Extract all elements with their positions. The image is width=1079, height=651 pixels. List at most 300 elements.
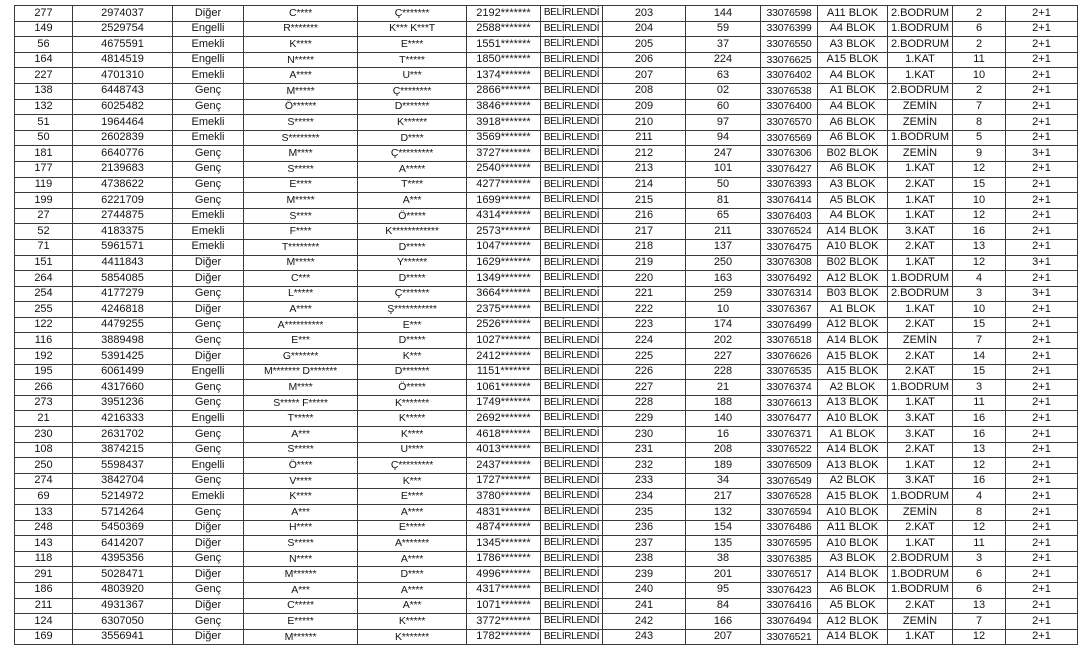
cell-col-4: Ö**** <box>244 458 358 474</box>
cell-col-14: 2+1 <box>1006 161 1078 177</box>
cell-col-7: BELİRLENDİ <box>541 239 603 255</box>
cell-col-7: BELİRLENDİ <box>541 349 603 365</box>
cell-col-9: 208 <box>686 442 761 458</box>
cell-col-2: 5391425 <box>73 349 173 365</box>
cell-col-11: A13 BLOK <box>818 458 888 474</box>
cell-col-3: Genç <box>173 395 244 411</box>
cell-col-6: 2573******* <box>467 224 541 240</box>
cell-col-2: 2529754 <box>73 21 173 37</box>
cell-col-11: A2 BLOK <box>818 473 888 489</box>
cell-col-11: A6 BLOK <box>818 161 888 177</box>
cell-col-14: 2+1 <box>1006 567 1078 583</box>
cell-col-1: 164 <box>15 52 73 68</box>
table-row <box>15 68 1078 84</box>
cell-col-14: 3+1 <box>1006 146 1078 162</box>
cell-col-13: 8 <box>953 115 1006 131</box>
table-row <box>15 317 1078 333</box>
cell-col-10: 33076486 <box>761 520 818 536</box>
cell-col-4: S***** <box>244 161 358 177</box>
cell-col-12: 1.KAT <box>888 193 953 209</box>
cell-col-7: BELİRLENDİ <box>541 551 603 567</box>
cell-col-7: BELİRLENDİ <box>541 130 603 146</box>
cell-col-6: 1629******* <box>467 255 541 271</box>
cell-col-8: 227 <box>603 380 686 396</box>
cell-col-12: 2.KAT <box>888 239 953 255</box>
cell-col-12: 2.KAT <box>888 349 953 365</box>
cell-col-4: N**** <box>244 551 358 567</box>
cell-col-7: BELİRLENDİ <box>541 582 603 598</box>
cell-col-4: S***** <box>244 536 358 552</box>
cell-col-12: 1.KAT <box>888 536 953 552</box>
cell-col-2: 4177279 <box>73 286 173 302</box>
cell-col-2: 5214972 <box>73 489 173 505</box>
cell-col-3: Genç <box>173 177 244 193</box>
cell-col-10: 33076499 <box>761 317 818 333</box>
cell-col-12: 1.BODRUM <box>888 130 953 146</box>
cell-col-10: 33076314 <box>761 286 818 302</box>
cell-col-3: Diğer <box>173 349 244 365</box>
table-row <box>15 286 1078 302</box>
cell-col-11: B02 BLOK <box>818 255 888 271</box>
cell-col-12: 2.KAT <box>888 598 953 614</box>
cell-col-8: 215 <box>603 193 686 209</box>
table-row <box>15 146 1078 162</box>
cell-col-5: D**** <box>358 567 467 583</box>
cell-col-7: BELİRLENDİ <box>541 83 603 99</box>
cell-col-13: 16 <box>953 224 1006 240</box>
cell-col-9: 217 <box>686 489 761 505</box>
cell-col-14: 2+1 <box>1006 582 1078 598</box>
cell-col-7: BELİRLENDİ <box>541 255 603 271</box>
cell-col-4: M******* D******* <box>244 364 358 380</box>
cell-col-1: 277 <box>15 6 73 22</box>
cell-col-14: 3+1 <box>1006 286 1078 302</box>
table-row <box>15 161 1078 177</box>
cell-col-12: 1.BODRUM <box>888 271 953 287</box>
cell-col-14: 2+1 <box>1006 37 1078 53</box>
cell-col-11: A3 BLOK <box>818 37 888 53</box>
cell-col-2: 4216333 <box>73 411 173 427</box>
cell-col-13: 2 <box>953 6 1006 22</box>
cell-col-6: 4874******* <box>467 520 541 536</box>
cell-col-2: 6221709 <box>73 193 173 209</box>
cell-col-3: Genç <box>173 551 244 567</box>
cell-col-14: 3+1 <box>1006 255 1078 271</box>
cell-col-11: A1 BLOK <box>818 83 888 99</box>
cell-col-13: 10 <box>953 193 1006 209</box>
cell-col-2: 5028471 <box>73 567 173 583</box>
cell-col-8: 204 <box>603 21 686 37</box>
cell-col-11: A15 BLOK <box>818 364 888 380</box>
cell-col-5: K******* <box>358 395 467 411</box>
cell-col-3: Genç <box>173 317 244 333</box>
cell-col-4: T******** <box>244 239 358 255</box>
cell-col-11: A14 BLOK <box>818 442 888 458</box>
cell-col-13: 7 <box>953 614 1006 630</box>
cell-col-7: BELİRLENDİ <box>541 380 603 396</box>
cell-col-5: A*** <box>358 598 467 614</box>
cell-col-5: D***** <box>358 271 467 287</box>
cell-col-2: 3556941 <box>73 629 173 645</box>
cell-col-9: 21 <box>686 380 761 396</box>
cell-col-10: 33076399 <box>761 21 818 37</box>
cell-col-3: Diğer <box>173 6 244 22</box>
cell-col-8: 226 <box>603 364 686 380</box>
table-row <box>15 239 1078 255</box>
cell-col-5: D***** <box>358 239 467 255</box>
cell-col-13: 5 <box>953 130 1006 146</box>
cell-col-5: K*** <box>358 473 467 489</box>
cell-col-1: 119 <box>15 177 73 193</box>
table-row <box>15 271 1078 287</box>
cell-col-13: 12 <box>953 458 1006 474</box>
cell-col-5: K**** <box>358 427 467 443</box>
cell-col-11: A11 BLOK <box>818 6 888 22</box>
cell-col-6: 1047******* <box>467 239 541 255</box>
cell-col-12: 2.BODRUM <box>888 551 953 567</box>
cell-col-5: D***** <box>358 333 467 349</box>
cell-col-4: E*** <box>244 333 358 349</box>
table-row <box>15 224 1078 240</box>
cell-col-8: 230 <box>603 427 686 443</box>
cell-col-8: 229 <box>603 411 686 427</box>
cell-col-11: A15 BLOK <box>818 52 888 68</box>
cell-col-1: 71 <box>15 239 73 255</box>
cell-col-14: 2+1 <box>1006 505 1078 521</box>
cell-col-6: 1551******* <box>467 37 541 53</box>
cell-col-7: BELİRLENDİ <box>541 224 603 240</box>
cell-col-1: 118 <box>15 551 73 567</box>
cell-col-3: Diğer <box>173 255 244 271</box>
cell-col-12: 2.BODRUM <box>888 83 953 99</box>
cell-col-11: A2 BLOK <box>818 380 888 396</box>
cell-col-7: BELİRLENDİ <box>541 442 603 458</box>
cell-col-10: 33076598 <box>761 6 818 22</box>
cell-col-11: A15 BLOK <box>818 489 888 505</box>
cell-col-2: 4675591 <box>73 37 173 53</box>
cell-col-9: 201 <box>686 567 761 583</box>
cell-col-12: 2.BODRUM <box>888 286 953 302</box>
cell-col-8: 236 <box>603 520 686 536</box>
table-row <box>15 427 1078 443</box>
cell-col-7: BELİRLENDİ <box>541 427 603 443</box>
cell-col-14: 2+1 <box>1006 520 1078 536</box>
results-table <box>14 5 1078 645</box>
cell-col-14: 2+1 <box>1006 239 1078 255</box>
cell-col-12: 1.KAT <box>888 255 953 271</box>
cell-col-13: 12 <box>953 520 1006 536</box>
cell-col-6: 1699******* <box>467 193 541 209</box>
cell-col-11: A5 BLOK <box>818 193 888 209</box>
cell-col-14: 2+1 <box>1006 395 1078 411</box>
cell-col-7: BELİRLENDİ <box>541 411 603 427</box>
table-row <box>15 582 1078 598</box>
cell-col-11: A3 BLOK <box>818 551 888 567</box>
cell-col-12: 1.KAT <box>888 629 953 645</box>
cell-col-4: A********** <box>244 317 358 333</box>
cell-col-6: 1027******* <box>467 333 541 349</box>
table-row <box>15 21 1078 37</box>
cell-col-7: BELİRLENDİ <box>541 567 603 583</box>
cell-col-6: 1071******* <box>467 598 541 614</box>
cell-col-2: 4183375 <box>73 224 173 240</box>
cell-col-13: 15 <box>953 317 1006 333</box>
table-row <box>15 551 1078 567</box>
cell-col-11: A6 BLOK <box>818 130 888 146</box>
cell-col-9: 84 <box>686 598 761 614</box>
cell-col-6: 2526******* <box>467 317 541 333</box>
cell-col-1: 21 <box>15 411 73 427</box>
cell-col-9: 227 <box>686 349 761 365</box>
cell-col-10: 33076385 <box>761 551 818 567</box>
cell-col-1: 143 <box>15 536 73 552</box>
cell-col-11: A14 BLOK <box>818 567 888 583</box>
cell-col-6: 3772******* <box>467 614 541 630</box>
cell-col-4: T***** <box>244 411 358 427</box>
cell-col-3: Emekli <box>173 130 244 146</box>
table-row <box>15 380 1078 396</box>
cell-col-6: 4996******* <box>467 567 541 583</box>
cell-col-12: ZEMİN <box>888 614 953 630</box>
cell-col-13: 13 <box>953 239 1006 255</box>
cell-col-13: 12 <box>953 255 1006 271</box>
cell-col-4: M****** <box>244 629 358 645</box>
cell-col-2: 2631702 <box>73 427 173 443</box>
cell-col-3: Emekli <box>173 239 244 255</box>
cell-col-14: 2+1 <box>1006 458 1078 474</box>
table-row <box>15 6 1078 22</box>
cell-col-6: 3780******* <box>467 489 541 505</box>
cell-col-13: 10 <box>953 302 1006 318</box>
cell-col-9: 132 <box>686 505 761 521</box>
cell-col-5: T***** <box>358 52 467 68</box>
cell-col-8: 223 <box>603 317 686 333</box>
cell-col-10: 33076524 <box>761 224 818 240</box>
cell-col-10: 33076367 <box>761 302 818 318</box>
cell-col-14: 2+1 <box>1006 130 1078 146</box>
cell-col-14: 2+1 <box>1006 177 1078 193</box>
cell-col-12: 1.KAT <box>888 52 953 68</box>
cell-col-11: A14 BLOK <box>818 224 888 240</box>
cell-col-11: A5 BLOK <box>818 598 888 614</box>
cell-col-10: 33076414 <box>761 193 818 209</box>
cell-col-9: 202 <box>686 333 761 349</box>
cell-col-11: A4 BLOK <box>818 68 888 84</box>
cell-col-11: A4 BLOK <box>818 99 888 115</box>
cell-col-8: 219 <box>603 255 686 271</box>
cell-col-8: 214 <box>603 177 686 193</box>
cell-col-2: 6061499 <box>73 364 173 380</box>
cell-col-11: A6 BLOK <box>818 582 888 598</box>
cell-col-5: A******* <box>358 536 467 552</box>
cell-col-13: 11 <box>953 536 1006 552</box>
table-row <box>15 208 1078 224</box>
cell-col-2: 4738622 <box>73 177 173 193</box>
cell-col-5: K************ <box>358 224 467 240</box>
cell-col-5: Ç********* <box>358 458 467 474</box>
cell-col-3: Genç <box>173 286 244 302</box>
table-row <box>15 255 1078 271</box>
cell-col-11: A6 BLOK <box>818 115 888 131</box>
cell-col-3: Genç <box>173 99 244 115</box>
cell-col-6: 2412******* <box>467 349 541 365</box>
cell-col-4: E**** <box>244 177 358 193</box>
table-row <box>15 130 1078 146</box>
cell-col-4: M****** <box>244 567 358 583</box>
table-row <box>15 349 1078 365</box>
cell-col-10: 33076538 <box>761 83 818 99</box>
cell-col-8: 242 <box>603 614 686 630</box>
cell-col-3: Genç <box>173 83 244 99</box>
cell-col-5: A***** <box>358 161 467 177</box>
cell-col-9: 174 <box>686 317 761 333</box>
cell-col-9: 228 <box>686 364 761 380</box>
cell-col-14: 2+1 <box>1006 442 1078 458</box>
cell-col-14: 2+1 <box>1006 21 1078 37</box>
cell-col-8: 225 <box>603 349 686 365</box>
cell-col-13: 4 <box>953 271 1006 287</box>
cell-col-4: M***** <box>244 83 358 99</box>
cell-col-6: 3918******* <box>467 115 541 131</box>
cell-col-14: 2+1 <box>1006 6 1078 22</box>
cell-col-9: 224 <box>686 52 761 68</box>
cell-col-10: 33076400 <box>761 99 818 115</box>
cell-col-6: 3727******* <box>467 146 541 162</box>
cell-col-1: 169 <box>15 629 73 645</box>
cell-col-14: 2+1 <box>1006 411 1078 427</box>
cell-col-9: 166 <box>686 614 761 630</box>
cell-col-1: 138 <box>15 83 73 99</box>
cell-col-12: 1.BODRUM <box>888 567 953 583</box>
cell-col-7: BELİRLENDİ <box>541 458 603 474</box>
cell-col-7: BELİRLENDİ <box>541 193 603 209</box>
cell-col-5: K***** <box>358 411 467 427</box>
cell-col-1: 266 <box>15 380 73 396</box>
cell-col-7: BELİRLENDİ <box>541 489 603 505</box>
cell-col-2: 3842704 <box>73 473 173 489</box>
cell-col-1: 199 <box>15 193 73 209</box>
cell-col-9: 10 <box>686 302 761 318</box>
cell-col-8: 213 <box>603 161 686 177</box>
cell-col-1: 151 <box>15 255 73 271</box>
cell-col-7: BELİRLENDİ <box>541 208 603 224</box>
cell-col-4: Ö****** <box>244 99 358 115</box>
cell-col-10: 33076308 <box>761 255 818 271</box>
cell-col-2: 3889498 <box>73 333 173 349</box>
cell-col-10: 33076535 <box>761 364 818 380</box>
cell-col-9: 101 <box>686 161 761 177</box>
cell-col-9: 250 <box>686 255 761 271</box>
cell-col-8: 212 <box>603 146 686 162</box>
cell-col-9: 50 <box>686 177 761 193</box>
cell-col-4: F**** <box>244 224 358 240</box>
cell-col-9: 38 <box>686 551 761 567</box>
cell-col-1: 264 <box>15 271 73 287</box>
cell-col-12: 1.KAT <box>888 208 953 224</box>
cell-col-4: H**** <box>244 520 358 536</box>
cell-col-13: 3 <box>953 551 1006 567</box>
cell-col-13: 12 <box>953 161 1006 177</box>
cell-col-8: 209 <box>603 99 686 115</box>
cell-col-4: S******** <box>244 130 358 146</box>
cell-col-6: 1782******* <box>467 629 541 645</box>
cell-col-13: 2 <box>953 37 1006 53</box>
cell-col-9: 60 <box>686 99 761 115</box>
cell-col-8: 218 <box>603 239 686 255</box>
cell-col-7: BELİRLENDİ <box>541 6 603 22</box>
cell-col-7: BELİRLENDİ <box>541 52 603 68</box>
cell-col-3: Genç <box>173 442 244 458</box>
cell-col-14: 2+1 <box>1006 224 1078 240</box>
cell-col-9: 154 <box>686 520 761 536</box>
cell-col-2: 4317660 <box>73 380 173 396</box>
cell-col-1: 230 <box>15 427 73 443</box>
cell-col-7: BELİRLENDİ <box>541 146 603 162</box>
cell-col-1: 192 <box>15 349 73 365</box>
cell-col-5: K***** <box>358 614 467 630</box>
cell-col-12: 3.KAT <box>888 473 953 489</box>
cell-col-4: C***** <box>244 598 358 614</box>
cell-col-12: 1.KAT <box>888 458 953 474</box>
cell-col-3: Engelli <box>173 52 244 68</box>
cell-col-8: 228 <box>603 395 686 411</box>
cell-col-12: 1.BODRUM <box>888 582 953 598</box>
cell-col-2: 4814519 <box>73 52 173 68</box>
table-row <box>15 395 1078 411</box>
cell-col-7: BELİRLENDİ <box>541 21 603 37</box>
cell-col-9: 63 <box>686 68 761 84</box>
cell-col-12: 2.KAT <box>888 520 953 536</box>
cell-col-2: 5450369 <box>73 520 173 536</box>
cell-col-3: Genç <box>173 333 244 349</box>
cell-col-2: 1964464 <box>73 115 173 131</box>
cell-col-2: 4931367 <box>73 598 173 614</box>
cell-col-8: 222 <box>603 302 686 318</box>
cell-col-4: M**** <box>244 146 358 162</box>
cell-col-7: BELİRLENDİ <box>541 68 603 84</box>
cell-col-4: A*** <box>244 427 358 443</box>
cell-col-12: 1.KAT <box>888 302 953 318</box>
table-row <box>15 458 1078 474</box>
cell-col-14: 2+1 <box>1006 349 1078 365</box>
cell-col-5: E*** <box>358 317 467 333</box>
cell-col-10: 33076594 <box>761 505 818 521</box>
cell-col-13: 16 <box>953 411 1006 427</box>
cell-col-8: 205 <box>603 37 686 53</box>
table-row <box>15 99 1078 115</box>
cell-col-2: 5598437 <box>73 458 173 474</box>
table-row <box>15 83 1078 99</box>
cell-col-13: 14 <box>953 349 1006 365</box>
cell-col-2: 6448743 <box>73 83 173 99</box>
cell-col-11: A10 BLOK <box>818 411 888 427</box>
cell-col-7: BELİRLENDİ <box>541 99 603 115</box>
cell-col-14: 2+1 <box>1006 614 1078 630</box>
cell-col-12: 2.KAT <box>888 442 953 458</box>
cell-col-8: 220 <box>603 271 686 287</box>
cell-col-9: 95 <box>686 582 761 598</box>
cell-col-11: A12 BLOK <box>818 271 888 287</box>
cell-col-14: 2+1 <box>1006 317 1078 333</box>
cell-col-9: 207 <box>686 629 761 645</box>
cell-col-6: 2437******* <box>467 458 541 474</box>
cell-col-6: 2375******* <box>467 302 541 318</box>
cell-col-10: 33076550 <box>761 37 818 53</box>
cell-col-8: 241 <box>603 598 686 614</box>
cell-col-10: 33076509 <box>761 458 818 474</box>
cell-col-2: 2974037 <box>73 6 173 22</box>
cell-col-4: A*** <box>244 582 358 598</box>
